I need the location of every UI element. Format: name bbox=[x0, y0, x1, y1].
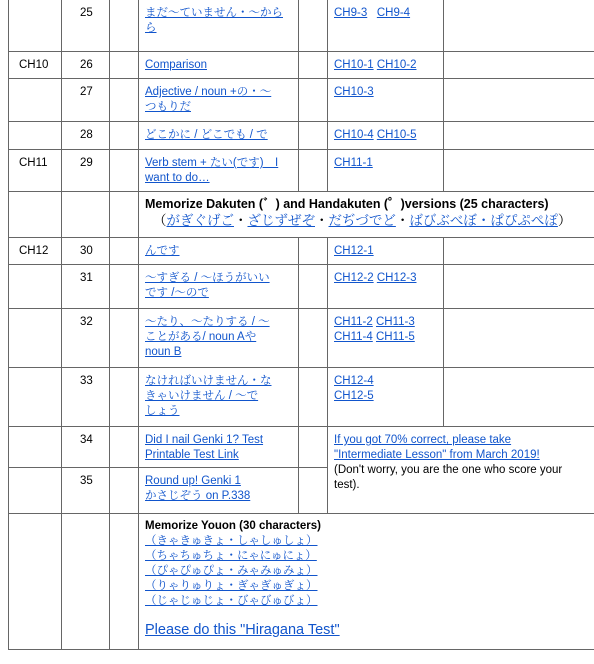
chapter-cell: CH10 bbox=[9, 52, 62, 79]
table-row bbox=[9, 79, 594, 122]
lesson-number: 33 bbox=[62, 368, 110, 427]
dakuten-title: Memorize Dakuten (゛) and Handakuten (゜)versions (25 characters) bbox=[145, 197, 549, 211]
ref-link[interactable]: CH11-5 bbox=[375, 331, 415, 343]
table-row bbox=[9, 368, 594, 427]
chapter-cell bbox=[9, 265, 62, 309]
ref-link[interactable]: CH12-3 bbox=[376, 272, 417, 284]
table-row bbox=[9, 427, 594, 468]
topic-link[interactable]: Round up! Genki 1 かさじぞう on P.338 bbox=[145, 475, 251, 502]
lesson-number: 31 bbox=[62, 265, 110, 309]
ref-link[interactable]: CH9-3 bbox=[334, 7, 368, 19]
ref-link[interactable]: CH12-1 bbox=[334, 245, 374, 257]
ref-link[interactable]: CH12-2 bbox=[334, 272, 374, 284]
chapter-cell bbox=[9, 79, 62, 122]
table-row bbox=[9, 150, 594, 192]
youon-link[interactable]: （きゃきゅきょ・しゃしゅしょ） bbox=[145, 535, 318, 547]
dakuten-link[interactable]: ざじずぜぞ bbox=[247, 213, 315, 228]
topic-link[interactable]: Verb stem + たい(です) I want to do… bbox=[145, 157, 279, 184]
lesson-table bbox=[8, 0, 594, 650]
ref-link[interactable]: CH11-1 bbox=[334, 157, 373, 169]
lesson-number: 29 bbox=[62, 150, 110, 192]
lesson-number: 32 bbox=[62, 309, 110, 368]
test-link[interactable]: Did I nail Genki 1? Test Printable Test Link bbox=[145, 434, 264, 461]
lesson-number: 27 bbox=[62, 79, 110, 122]
chapter-cell bbox=[9, 468, 62, 514]
topic-link[interactable]: 〜たり、〜たりする / 〜 ことがある/ noun Aや noun B bbox=[145, 316, 270, 358]
hiragana-test-link[interactable]: Please do this "Hiragana Test" bbox=[145, 622, 340, 638]
test-note-text: (Don't worry, you are the one who score your test). bbox=[334, 464, 563, 491]
ref-link[interactable]: CH10-3 bbox=[334, 86, 374, 98]
youon-list bbox=[145, 534, 588, 609]
ref-link[interactable]: CH10-1 bbox=[334, 59, 374, 71]
topic-link[interactable]: Adjective / noun +の・〜 つもりだ bbox=[145, 86, 272, 113]
table-row bbox=[9, 192, 594, 238]
chapter-cell bbox=[9, 122, 62, 150]
table-row bbox=[9, 238, 594, 265]
youon-link[interactable]: （ちゃちゅちょ・にゃにゅにょ） bbox=[145, 550, 317, 562]
youon-link[interactable]: （じゃじゅじょ・びゃびゅびょ） bbox=[145, 595, 318, 607]
chapter-cell: CH11 bbox=[9, 150, 62, 192]
lesson-number: 30 bbox=[62, 238, 110, 265]
topic-link[interactable]: んです bbox=[145, 245, 180, 257]
topic-link[interactable]: まだ〜ていません・〜から ら bbox=[145, 7, 283, 34]
ref-link[interactable]: CH11-3 bbox=[375, 316, 415, 328]
dakuten-line: （がぎぐげご・ざじずぜぞ・だぢづでど・ばびぶべぼ・ぱぴぷぺぽ） bbox=[153, 213, 572, 228]
table-row bbox=[9, 122, 594, 150]
ref-link[interactable]: CH9-4 bbox=[376, 7, 411, 19]
lesson-number: 25 bbox=[62, 0, 110, 52]
chapter-cell: CH12 bbox=[9, 238, 62, 265]
ref-link[interactable]: CH12-4 bbox=[334, 375, 374, 387]
intermediate-lesson-link[interactable]: If you got 70% correct, please take "Intermediate Lesson" from March 2019! bbox=[334, 434, 540, 461]
topic-link[interactable]: 〜すぎる / 〜ほうがいい です /〜ので bbox=[145, 272, 270, 299]
topic-link[interactable]: なければいけません・な きゃいけません / 〜で しょう bbox=[145, 375, 272, 417]
youon-title: Memorize Youon (30 characters) bbox=[145, 520, 321, 532]
table-row bbox=[9, 52, 594, 79]
table-row bbox=[9, 309, 594, 368]
youon-link[interactable]: （ぴゃぴゅぴょ・みゃみゅみょ） bbox=[145, 565, 318, 577]
chapter-cell bbox=[9, 368, 62, 427]
chapter-cell bbox=[9, 427, 62, 468]
lesson-number: 28 bbox=[62, 122, 110, 150]
lesson-number: 34 bbox=[62, 427, 110, 468]
chapter-cell bbox=[9, 309, 62, 368]
table-row bbox=[9, 514, 594, 650]
ref-link[interactable]: CH10-4 bbox=[334, 129, 374, 141]
table-row bbox=[9, 265, 594, 309]
topic-link[interactable]: Comparison bbox=[145, 59, 207, 71]
dakuten-link[interactable]: ばびぶべぼ・ぱぴぷぺぽ bbox=[409, 213, 558, 228]
ref-link[interactable]: CH12-5 bbox=[334, 390, 374, 402]
ref-link[interactable]: CH11-4 bbox=[334, 331, 373, 343]
ref-link[interactable]: CH10-2 bbox=[376, 59, 417, 71]
dakuten-link[interactable]: だぢづでど bbox=[328, 213, 396, 228]
chapter-cell bbox=[9, 0, 62, 52]
dakuten-link[interactable]: がぎぐげご bbox=[166, 213, 234, 228]
table-row bbox=[9, 0, 594, 52]
topic-link[interactable]: どこかに / どこでも / で bbox=[145, 129, 268, 141]
ref-link[interactable]: CH10-5 bbox=[376, 129, 417, 141]
lesson-number: 35 bbox=[62, 468, 110, 514]
ref-link[interactable]: CH11-2 bbox=[334, 316, 373, 328]
lesson-number: 26 bbox=[62, 52, 110, 79]
youon-link[interactable]: （りゃりゅりょ・ぎゃぎゅぎょ） bbox=[145, 580, 318, 592]
